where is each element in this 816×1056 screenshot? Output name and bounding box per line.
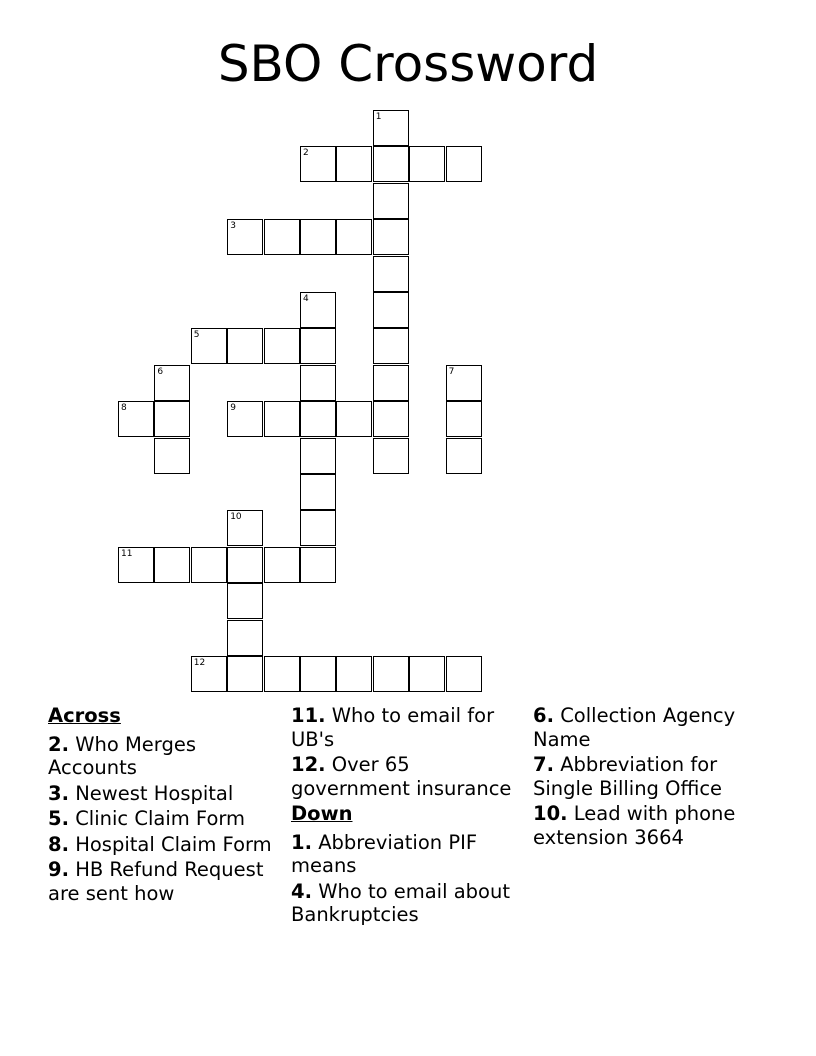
crossword-cell[interactable] <box>118 401 154 437</box>
cell-number: 1 <box>375 112 382 122</box>
clue-number: 7. <box>533 753 554 776</box>
crossword-cell[interactable] <box>154 547 190 583</box>
clue-text: Lead with phone extension 3664 <box>533 802 736 849</box>
clue-item <box>291 831 529 878</box>
clue-text: Who to email about Bankruptcies <box>291 879 510 926</box>
crossword-cell[interactable] <box>300 438 336 474</box>
crossword-cell[interactable] <box>300 656 336 692</box>
clue-number: 5. <box>48 807 69 830</box>
cell-number: 6 <box>157 366 164 377</box>
crossword-cell[interactable] <box>300 365 336 401</box>
crossword-cell[interactable] <box>227 219 263 255</box>
cell-number: 8 <box>121 403 127 414</box>
crossword-cell[interactable] <box>227 656 263 692</box>
clue-column-2 <box>291 704 529 929</box>
crossword-cell[interactable] <box>446 401 482 437</box>
crossword-cell[interactable] <box>373 656 409 692</box>
clue-number: 12. <box>291 753 326 776</box>
crossword-cell[interactable] <box>336 146 372 182</box>
clue-number: 2. <box>48 732 69 756</box>
crossword-cell[interactable] <box>227 620 263 656</box>
crossword-cell[interactable] <box>446 438 482 474</box>
crossword-cell[interactable] <box>300 474 336 510</box>
cell-number: 9 <box>230 403 236 414</box>
crossword-cell[interactable] <box>446 146 482 182</box>
crossword-cell[interactable] <box>446 656 482 692</box>
clue-number: 4. <box>291 879 312 903</box>
clue-column-1 <box>48 704 286 907</box>
clue-text: Over 65 government insurance <box>291 753 512 800</box>
crossword-cell[interactable] <box>300 328 336 364</box>
crossword-cell[interactable] <box>154 365 190 401</box>
clue-item <box>48 858 286 905</box>
crossword-cell[interactable] <box>264 401 300 437</box>
clue-number: 3. <box>48 781 69 805</box>
clue-item <box>533 753 773 800</box>
crossword-cell[interactable] <box>264 219 300 255</box>
clue-item <box>291 704 529 751</box>
clue-number: 8. <box>48 832 69 856</box>
crossword-cell[interactable] <box>191 656 227 692</box>
crossword-cell[interactable] <box>373 256 409 292</box>
clue-text: Hospital Claim Form <box>75 832 272 856</box>
cell-number: 2 <box>303 148 309 159</box>
crossword-cell[interactable] <box>336 656 372 692</box>
crossword-cell[interactable] <box>300 401 336 437</box>
crossword-cell[interactable] <box>300 219 336 255</box>
clue-column-3 <box>533 704 773 851</box>
crossword-cell[interactable] <box>154 401 190 437</box>
clue-number: 9. <box>48 858 69 881</box>
crossword-cell[interactable] <box>227 510 263 546</box>
crossword-cell[interactable] <box>336 219 372 255</box>
crossword-cell[interactable] <box>373 328 409 364</box>
cell-number: 3 <box>230 221 236 232</box>
crossword-cell[interactable] <box>227 547 263 583</box>
crossword-cell[interactable] <box>373 110 409 146</box>
crossword-cell[interactable] <box>373 292 409 328</box>
cell-number: 11 <box>121 548 133 559</box>
cell-number: 12 <box>193 658 206 668</box>
cell-number: 10 <box>230 512 242 523</box>
crossword-cell[interactable] <box>118 547 154 583</box>
crossword-cell[interactable] <box>373 146 409 182</box>
clue-item <box>48 733 286 780</box>
crossword-cell[interactable] <box>373 219 409 255</box>
crossword-cell[interactable] <box>264 328 300 364</box>
cell-number: 7 <box>448 366 455 377</box>
clue-item <box>48 833 286 857</box>
clue-number: 6. <box>533 704 554 727</box>
crossword-cell[interactable] <box>373 365 409 401</box>
crossword-cell[interactable] <box>227 328 263 364</box>
clue-section-heading: Down <box>291 802 353 825</box>
crossword-cell[interactable] <box>191 547 227 583</box>
clue-item <box>291 753 529 800</box>
clue-text: Who to email for UB's <box>291 704 495 751</box>
crossword-cell[interactable] <box>154 438 190 474</box>
crossword-cell[interactable] <box>300 510 336 546</box>
crossword-cell[interactable] <box>191 328 227 364</box>
crossword-cell[interactable] <box>227 583 263 619</box>
crossword-cell[interactable] <box>264 547 300 583</box>
clue-item <box>291 880 529 927</box>
crossword-cell[interactable] <box>409 656 445 692</box>
cell-number: 4 <box>303 294 309 304</box>
clue-text: HB Refund Request are sent how <box>48 858 264 905</box>
clue-item <box>48 807 286 831</box>
clue-text: Clinic Claim Form <box>75 807 246 830</box>
clue-number: 1. <box>291 830 312 854</box>
clue-text: Abbreviation for Single Billing Office <box>533 753 723 800</box>
cell-number: 5 <box>193 330 200 341</box>
clue-item <box>533 704 773 751</box>
clue-item <box>48 782 286 806</box>
crossword-cell[interactable] <box>300 146 336 182</box>
crossword-cell[interactable] <box>446 365 482 401</box>
crossword-cell[interactable] <box>300 292 336 328</box>
crossword-cell[interactable] <box>300 547 336 583</box>
clue-number: 10. <box>533 802 568 825</box>
crossword-cell[interactable] <box>373 438 409 474</box>
crossword-cell[interactable] <box>264 656 300 692</box>
crossword-cell[interactable] <box>336 401 372 437</box>
crossword-cell[interactable] <box>227 401 263 437</box>
clue-text: Abbreviation PIF means <box>291 830 478 877</box>
crossword-cell[interactable] <box>373 401 409 437</box>
clue-text: Collection Agency Name <box>533 704 736 751</box>
clue-section-heading: Across <box>48 704 121 727</box>
clue-text: Who Merges Accounts <box>48 732 196 779</box>
clue-text: Newest Hospital <box>75 781 234 805</box>
crossword-cell[interactable] <box>373 183 409 219</box>
clue-item <box>533 802 773 849</box>
clue-number: 11. <box>291 704 326 727</box>
page-title: SBO Crossword <box>217 35 599 93</box>
crossword-cell[interactable] <box>409 146 445 182</box>
